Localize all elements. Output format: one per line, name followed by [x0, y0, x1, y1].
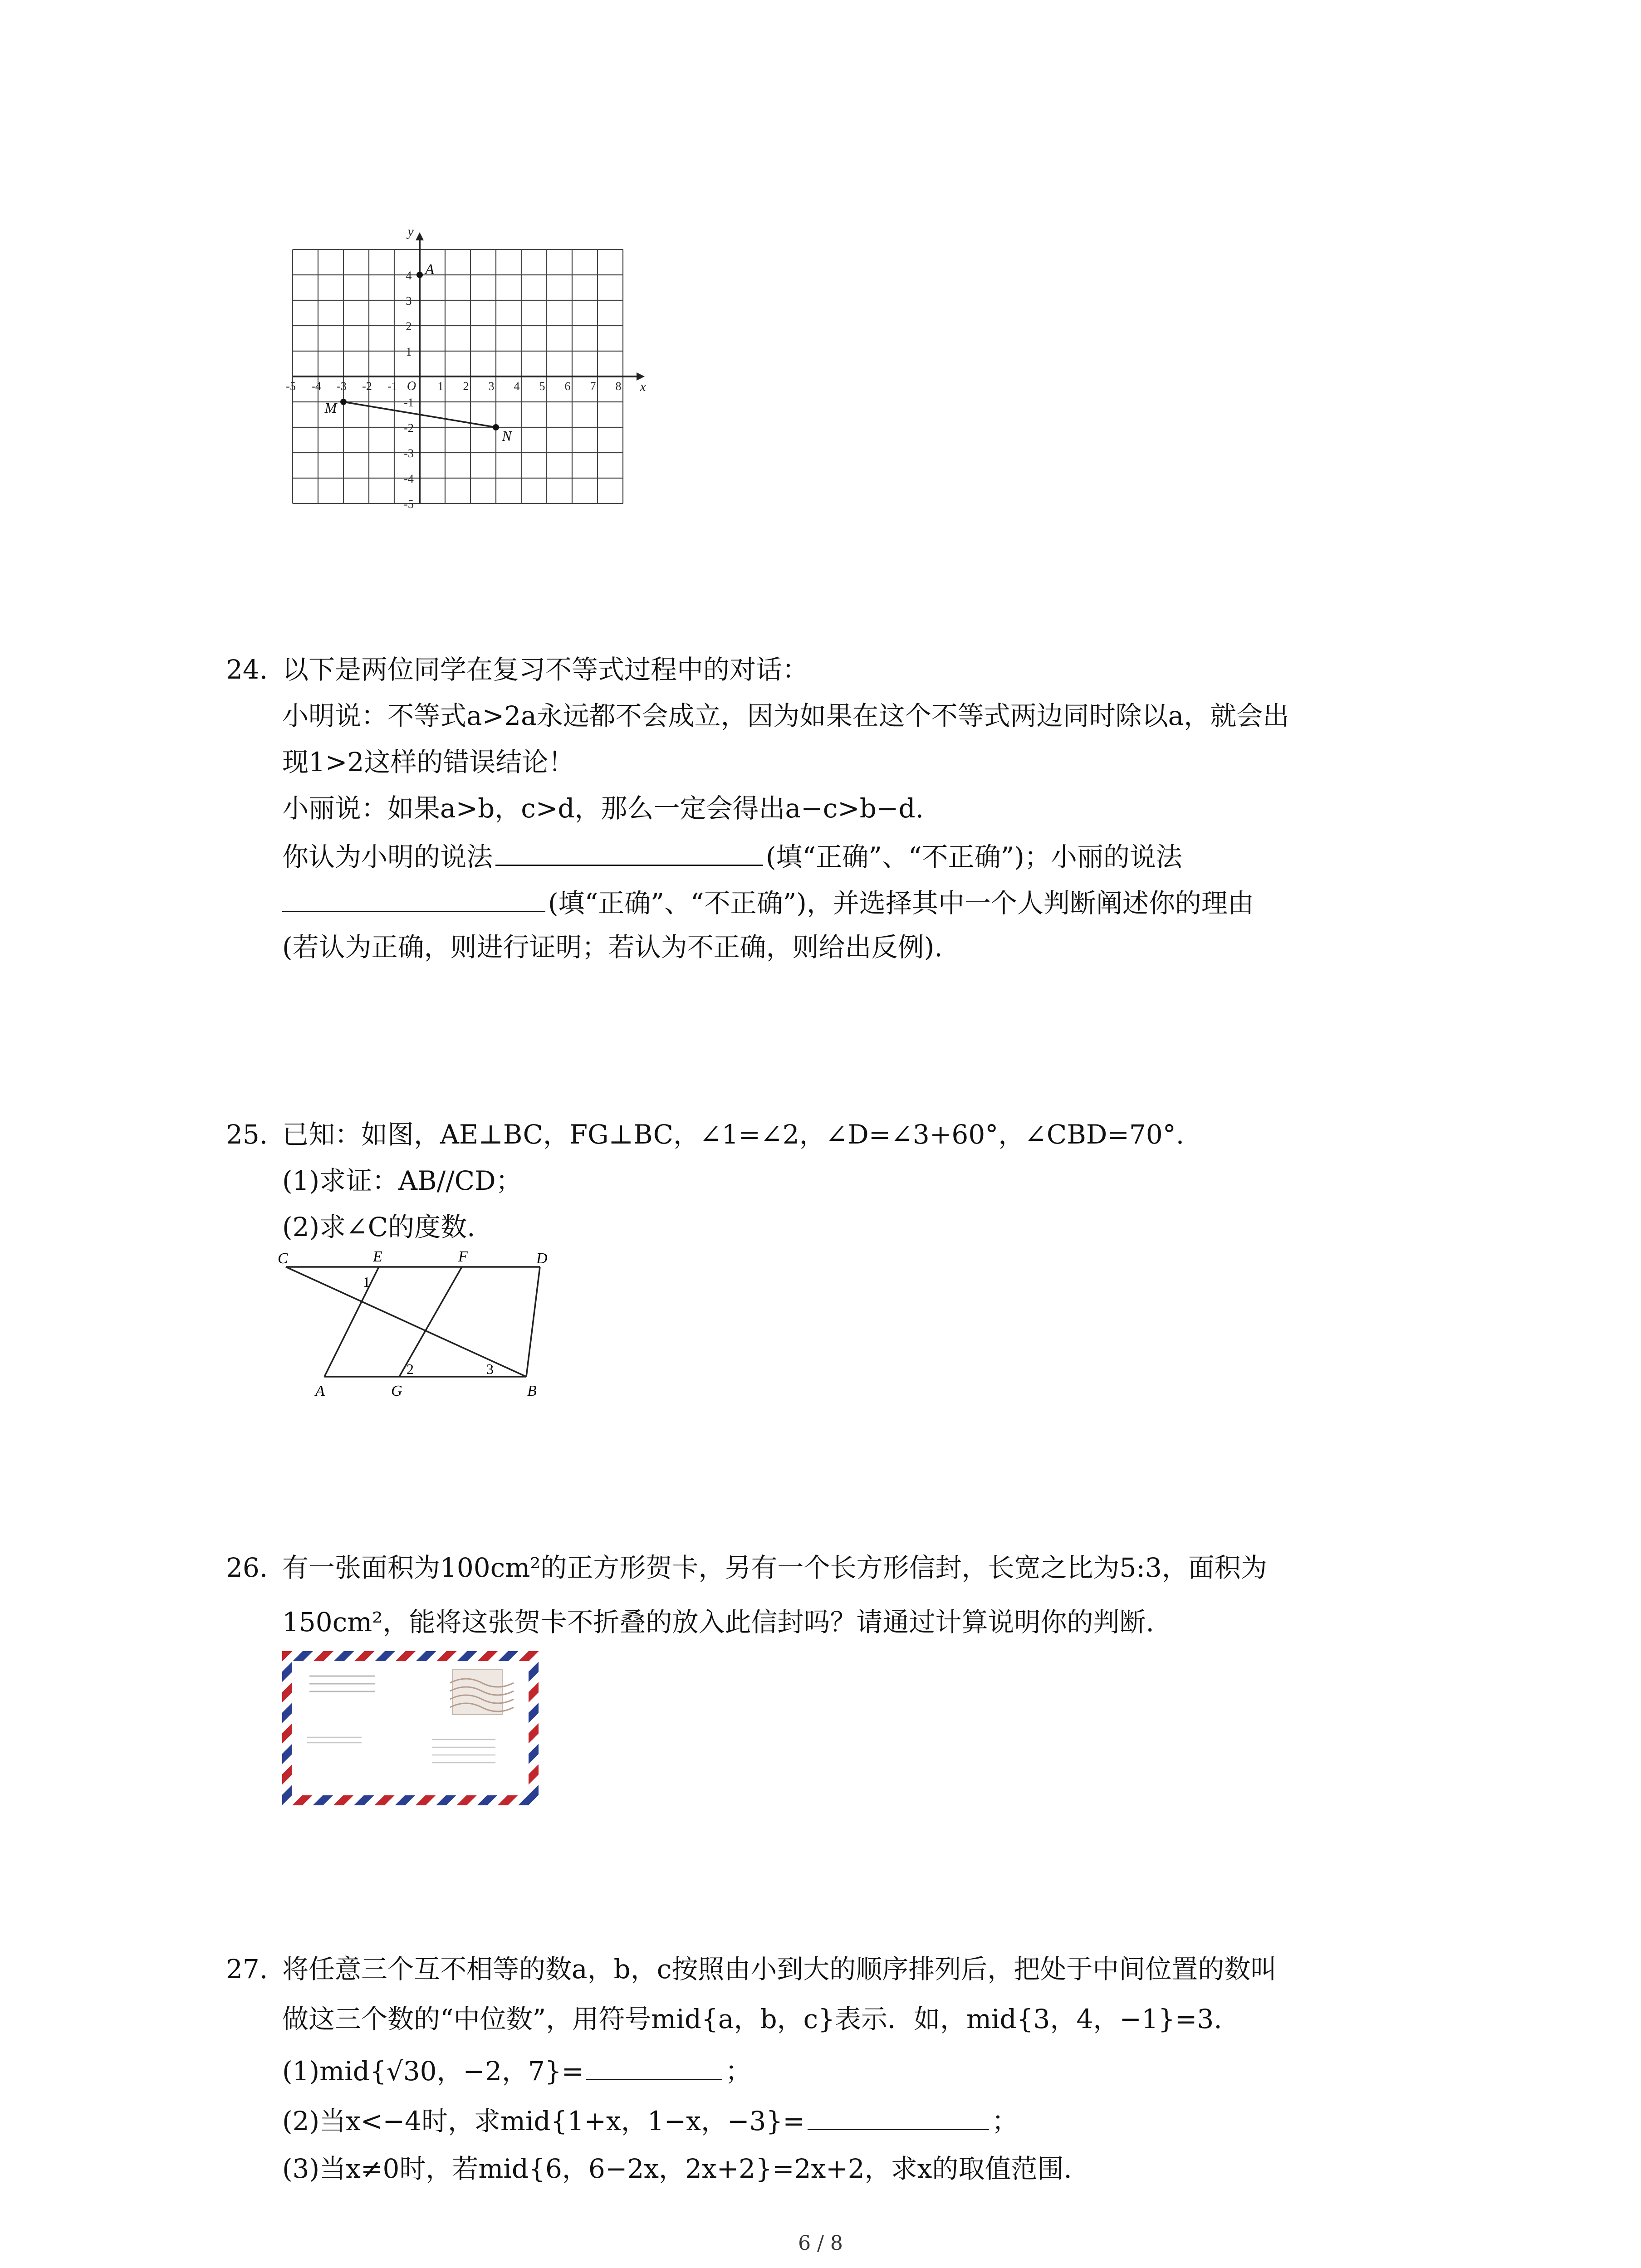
y-tick-label: -3 [404, 447, 414, 460]
q24-number: 24. [226, 654, 268, 685]
q25-line-2: (1)求证：AB//CD； [282, 1165, 522, 1196]
label-D: D [536, 1250, 548, 1267]
x-tick-label: 8 [615, 380, 622, 393]
q27-l3-text-a: (1)mid{√30，−2，7}= [282, 2056, 584, 2087]
x-tick-label: 5 [539, 380, 545, 393]
x-tick-label: 7 [590, 380, 596, 393]
point-label-A: A [425, 261, 434, 277]
q24-l5-text-a: 你认为小明的说法 [282, 841, 493, 872]
label-angle-1: 1 [363, 1274, 370, 1290]
q25-number: 25. [226, 1119, 268, 1150]
label-E: E [373, 1248, 382, 1265]
y-tick-label: 3 [406, 294, 412, 308]
q27-l4-text-a: (2)当x<−4时，求mid{1+x，1−x，−3}= [282, 2106, 805, 2136]
point-M [340, 399, 347, 405]
q25-line-1: 已知：如图，AE⊥BC，FG⊥BC，∠1=∠2，∠D=∠3+60°，∠CBD=70°. [282, 1119, 1185, 1150]
q27-blank-2[interactable] [808, 2102, 989, 2130]
q24-line-1: 以下是两位同学在复习不等式过程中的对话： [282, 654, 809, 685]
q27-l4-text-b: ； [991, 2106, 1018, 2136]
y-tick-label: 4 [406, 269, 412, 282]
x-tick-label: -2 [362, 380, 372, 393]
q26-line-1: 有一张面积为100cm²的正方形贺卡，另有一个长方形信封，长宽之比为5:3，面积为 [282, 1552, 1267, 1583]
q24-blank-1[interactable] [495, 838, 763, 866]
segment-FG [399, 1267, 462, 1377]
q24-line-7: (若认为正确，则进行证明；若认为不正确，则给出反例). [282, 932, 943, 963]
page-number: 6 / 8 [798, 2232, 843, 2255]
segment-EA [324, 1267, 379, 1377]
q24-line-4: 小丽说：如果a>b，c>d，那么一定会得出a−c>b−d. [282, 793, 924, 824]
q24-line-3: 现1>2这样的错误结论！ [282, 747, 575, 777]
y-tick-label: 2 [406, 320, 412, 333]
y-tick-label: -2 [404, 421, 414, 435]
q24-l6-text: (填“正确”、“不正确”)，并选择其中一个人判断阐述你的理由 [548, 888, 1254, 919]
q26-number: 26. [226, 1552, 268, 1583]
y-tick-label: 1 [406, 345, 412, 358]
label-F: F [458, 1248, 468, 1265]
label-angle-3: 3 [486, 1361, 494, 1377]
segment-DB [526, 1267, 540, 1377]
plotted-points [324, 261, 513, 444]
x-tick-label: 2 [463, 380, 469, 393]
origin-label: O [407, 379, 416, 393]
point-A [416, 272, 423, 278]
label-A: A [315, 1383, 325, 1399]
y-axis-arrow [416, 232, 424, 240]
x-tick-label: 4 [514, 380, 520, 393]
q27-l3-text-b: ； [725, 2056, 752, 2087]
y-tick-label: -4 [404, 472, 414, 485]
q24-line-5 [282, 838, 1182, 873]
q24-line-2: 小明说：不等式a>2a永远都不会成立，因为如果在这个不等式两边同时除以a，就会出 [282, 700, 1289, 731]
q27-blank-1[interactable] [586, 2053, 722, 2080]
q25-line-3: (2)求∠C的度数. [282, 1212, 475, 1242]
q27-line-3 [282, 2053, 751, 2087]
q27-line-5: (3)当x≠0时，若mid{6，6−2x，2x+2}=2x+2，求x的取值范围. [282, 2153, 1072, 2184]
x-tick-label: 6 [564, 380, 571, 393]
y-tick-label: -5 [404, 498, 414, 511]
q25-geometry-figure [272, 1245, 554, 1408]
label-angle-2: 2 [407, 1361, 414, 1377]
x-tick-label: -4 [311, 380, 321, 393]
q24-line-6 [282, 885, 1254, 919]
label-B: B [527, 1383, 537, 1399]
y-axis-label: y [407, 224, 414, 239]
segment-CB [286, 1267, 526, 1377]
coordinate-grid-figure [281, 213, 653, 522]
q27-line-2: 做这三个数的“中位数”，用符号mid{a，b，c}表示．如，mid{3，4，−1}=3. [282, 2004, 1222, 2034]
label-C: C [278, 1250, 288, 1267]
tick-labels [286, 224, 646, 511]
y-tick-label: -1 [404, 396, 414, 409]
q26-line-2: 150cm²，能将这张贺卡不折叠的放入此信封吗？请通过计算说明你的判断. [282, 1607, 1154, 1637]
point-label-N: N [502, 428, 512, 444]
x-tick-label: 3 [488, 380, 495, 393]
x-tick-label: -1 [387, 380, 397, 393]
envelope-illustration [282, 1651, 541, 1808]
x-tick-label: -3 [337, 380, 347, 393]
x-tick-label: 1 [437, 380, 444, 393]
x-tick-label: -5 [286, 380, 296, 393]
q24-l5-text-b: (填“正确”、“不正确”)；小丽的说法 [766, 841, 1182, 872]
q27-number: 27. [226, 1954, 268, 1984]
point-N [493, 424, 499, 430]
x-axis-label: x [640, 379, 646, 394]
point-label-M: M [324, 400, 337, 416]
axes [293, 232, 645, 503]
q27-line-4 [282, 2102, 1018, 2137]
label-G: G [391, 1383, 402, 1399]
q24-blank-2[interactable] [282, 885, 545, 912]
q27-line-1: 将任意三个互不相等的数a，b，c按照由小到大的顺序排列后，把处于中间位置的数叫 [282, 1954, 1277, 1984]
